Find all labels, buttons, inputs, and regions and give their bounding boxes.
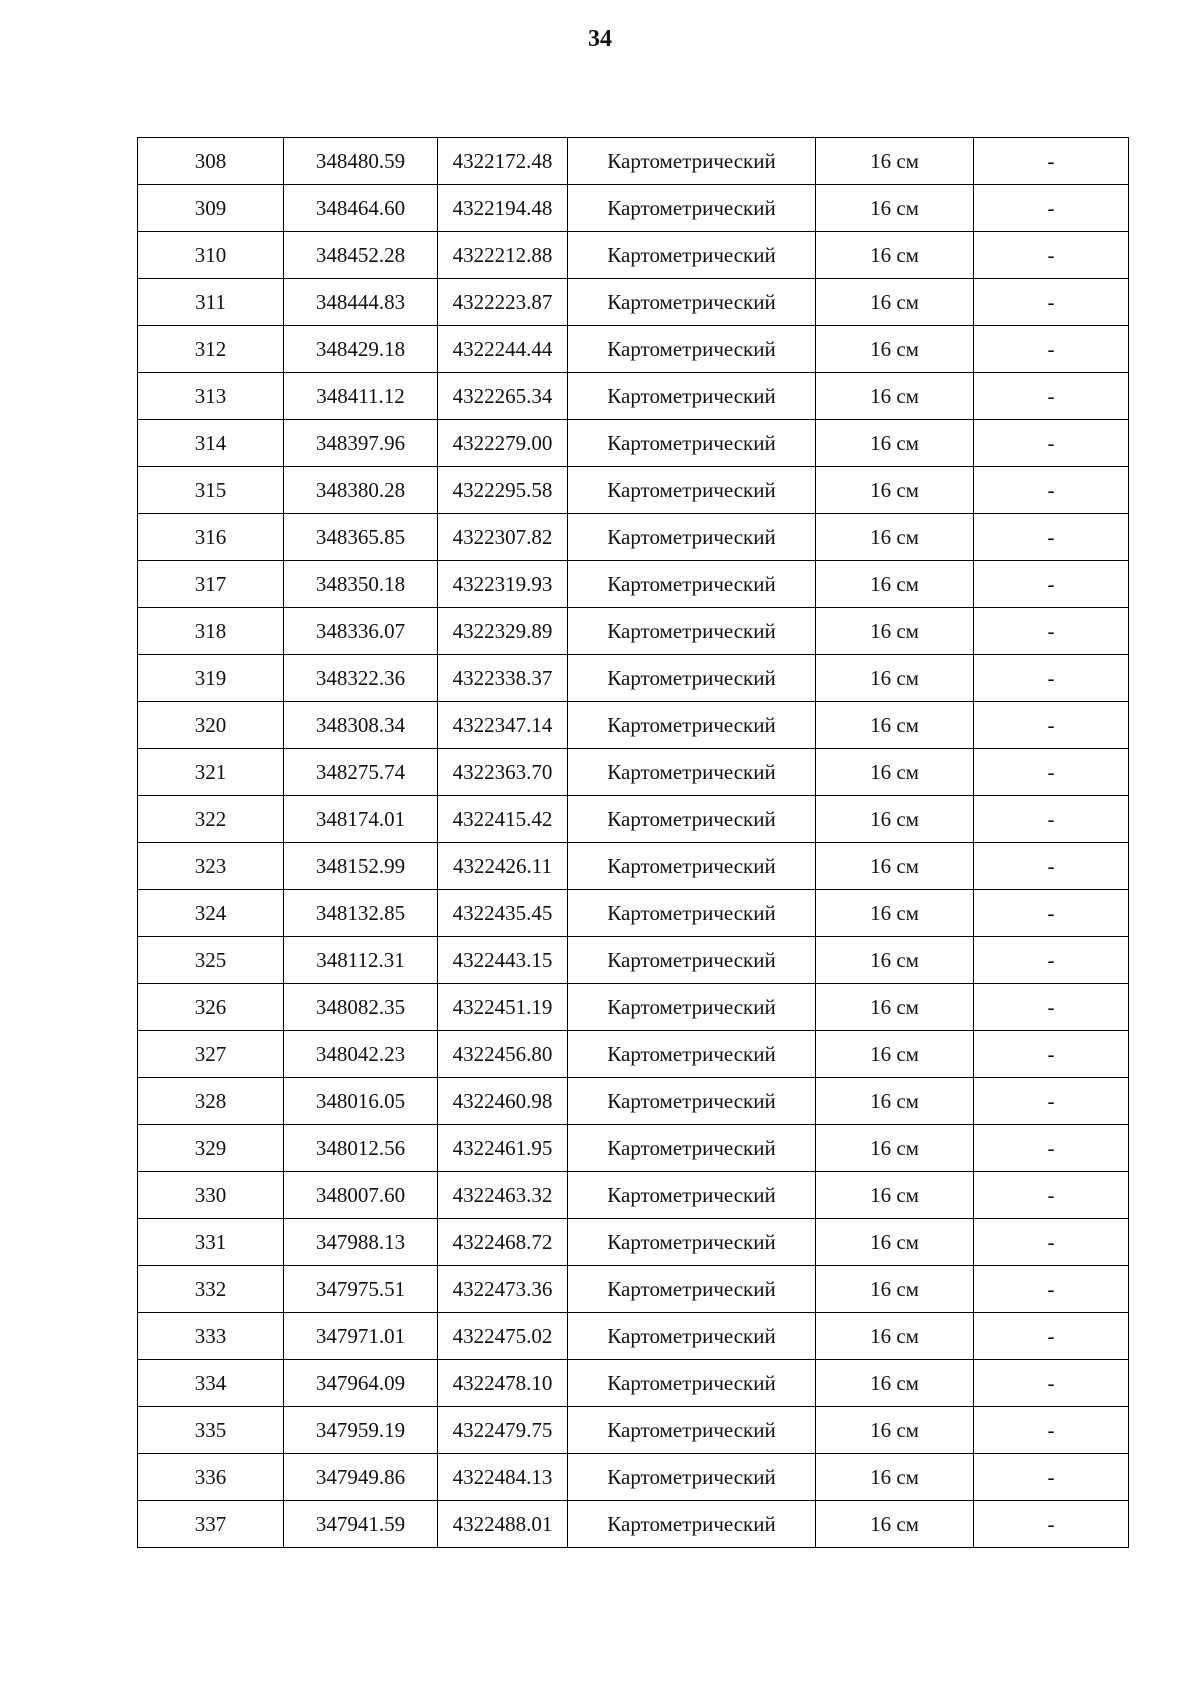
point-number-cell: 334: [138, 1360, 284, 1407]
accuracy-cell: 16 см: [816, 608, 974, 655]
table-row: [138, 655, 1129, 702]
accuracy-cell: 16 см: [816, 467, 974, 514]
method-cell: Картометрический: [568, 937, 816, 984]
accuracy-cell: 16 см: [816, 937, 974, 984]
point-number-cell: 309: [138, 185, 284, 232]
point-number-cell: 330: [138, 1172, 284, 1219]
table-row: [138, 467, 1129, 514]
point-number-cell: 332: [138, 1266, 284, 1313]
method-cell: Картометрический: [568, 1172, 816, 1219]
method-cell: Картометрический: [568, 467, 816, 514]
table-row: [138, 1125, 1129, 1172]
x-coordinate-cell: 348336.07: [284, 608, 438, 655]
x-coordinate-cell: 347975.51: [284, 1266, 438, 1313]
page-number: 34: [588, 26, 612, 52]
point-number-cell: 325: [138, 937, 284, 984]
point-number-cell: 313: [138, 373, 284, 420]
note-cell: -: [974, 514, 1129, 561]
note-cell: -: [974, 843, 1129, 890]
accuracy-cell: 16 см: [816, 185, 974, 232]
accuracy-cell: 16 см: [816, 1313, 974, 1360]
y-coordinate-cell: 4322461.95: [438, 1125, 568, 1172]
y-coordinate-cell: 4322443.15: [438, 937, 568, 984]
x-coordinate-cell: 348016.05: [284, 1078, 438, 1125]
x-coordinate-cell: 348012.56: [284, 1125, 438, 1172]
note-cell: -: [974, 984, 1129, 1031]
point-number-cell: 321: [138, 749, 284, 796]
table-row: [138, 1501, 1129, 1548]
method-cell: Картометрический: [568, 420, 816, 467]
table-row: [138, 373, 1129, 420]
accuracy-cell: 16 см: [816, 890, 974, 937]
y-coordinate-cell: 4322172.48: [438, 138, 568, 185]
table-row: [138, 1407, 1129, 1454]
accuracy-cell: 16 см: [816, 279, 974, 326]
point-number-cell: 335: [138, 1407, 284, 1454]
point-number-cell: 312: [138, 326, 284, 373]
x-coordinate-cell: 348452.28: [284, 232, 438, 279]
point-number-cell: 324: [138, 890, 284, 937]
method-cell: Картометрический: [568, 373, 816, 420]
method-cell: Картометрический: [568, 1266, 816, 1313]
note-cell: -: [974, 937, 1129, 984]
x-coordinate-cell: 347964.09: [284, 1360, 438, 1407]
x-coordinate-cell: 347959.19: [284, 1407, 438, 1454]
point-number-cell: 323: [138, 843, 284, 890]
y-coordinate-cell: 4322478.10: [438, 1360, 568, 1407]
x-coordinate-cell: 348132.85: [284, 890, 438, 937]
x-coordinate-cell: 348464.60: [284, 185, 438, 232]
point-number-cell: 322: [138, 796, 284, 843]
accuracy-cell: 16 см: [816, 1360, 974, 1407]
point-number-cell: 333: [138, 1313, 284, 1360]
y-coordinate-cell: 4322484.13: [438, 1454, 568, 1501]
x-coordinate-cell: 348308.34: [284, 702, 438, 749]
y-coordinate-cell: 4322456.80: [438, 1031, 568, 1078]
y-coordinate-cell: 4322451.19: [438, 984, 568, 1031]
note-cell: -: [974, 655, 1129, 702]
accuracy-cell: 16 см: [816, 1454, 974, 1501]
note-cell: -: [974, 1360, 1129, 1407]
y-coordinate-cell: 4322347.14: [438, 702, 568, 749]
accuracy-cell: 16 см: [816, 749, 974, 796]
note-cell: -: [974, 1172, 1129, 1219]
table-row: [138, 326, 1129, 373]
table-row: [138, 420, 1129, 467]
point-number-cell: 331: [138, 1219, 284, 1266]
y-coordinate-cell: 4322463.32: [438, 1172, 568, 1219]
point-number-cell: 316: [138, 514, 284, 561]
x-coordinate-cell: 348365.85: [284, 514, 438, 561]
y-coordinate-cell: 4322212.88: [438, 232, 568, 279]
y-coordinate-cell: 4322319.93: [438, 561, 568, 608]
method-cell: Картометрический: [568, 655, 816, 702]
accuracy-cell: 16 см: [816, 1501, 974, 1548]
note-cell: -: [974, 1454, 1129, 1501]
note-cell: -: [974, 1219, 1129, 1266]
y-coordinate-cell: 4322194.48: [438, 185, 568, 232]
x-coordinate-cell: 348397.96: [284, 420, 438, 467]
y-coordinate-cell: 4322307.82: [438, 514, 568, 561]
x-coordinate-cell: 348411.12: [284, 373, 438, 420]
table-row: [138, 1360, 1129, 1407]
method-cell: Картометрический: [568, 185, 816, 232]
accuracy-cell: 16 см: [816, 1172, 974, 1219]
note-cell: -: [974, 279, 1129, 326]
method-cell: Картометрический: [568, 608, 816, 655]
x-coordinate-cell: 348007.60: [284, 1172, 438, 1219]
x-coordinate-cell: 347949.86: [284, 1454, 438, 1501]
note-cell: -: [974, 326, 1129, 373]
accuracy-cell: 16 см: [816, 1219, 974, 1266]
x-coordinate-cell: 348480.59: [284, 138, 438, 185]
method-cell: Картометрический: [568, 561, 816, 608]
table-row: [138, 843, 1129, 890]
y-coordinate-cell: 4322473.36: [438, 1266, 568, 1313]
method-cell: Картометрический: [568, 514, 816, 561]
y-coordinate-cell: 4322265.34: [438, 373, 568, 420]
method-cell: Картометрический: [568, 1219, 816, 1266]
point-number-cell: 328: [138, 1078, 284, 1125]
y-coordinate-cell: 4322244.44: [438, 326, 568, 373]
accuracy-cell: 16 см: [816, 1031, 974, 1078]
table-row: [138, 561, 1129, 608]
accuracy-cell: 16 см: [816, 514, 974, 561]
x-coordinate-cell: 348380.28: [284, 467, 438, 514]
method-cell: Картометрический: [568, 1031, 816, 1078]
note-cell: -: [974, 1078, 1129, 1125]
accuracy-cell: 16 см: [816, 232, 974, 279]
table-row: [138, 279, 1129, 326]
point-number-cell: 329: [138, 1125, 284, 1172]
x-coordinate-cell: 348350.18: [284, 561, 438, 608]
method-cell: Картометрический: [568, 326, 816, 373]
accuracy-cell: 16 см: [816, 420, 974, 467]
method-cell: Картометрический: [568, 984, 816, 1031]
table-row: [138, 608, 1129, 655]
x-coordinate-cell: 348444.83: [284, 279, 438, 326]
note-cell: -: [974, 232, 1129, 279]
point-number-cell: 318: [138, 608, 284, 655]
x-coordinate-cell: 348275.74: [284, 749, 438, 796]
y-coordinate-cell: 4322426.11: [438, 843, 568, 890]
accuracy-cell: 16 см: [816, 326, 974, 373]
note-cell: -: [974, 1125, 1129, 1172]
accuracy-cell: 16 см: [816, 702, 974, 749]
x-coordinate-cell: 348174.01: [284, 796, 438, 843]
note-cell: -: [974, 467, 1129, 514]
point-number-cell: 311: [138, 279, 284, 326]
note-cell: -: [974, 1501, 1129, 1548]
note-cell: -: [974, 373, 1129, 420]
x-coordinate-cell: 348429.18: [284, 326, 438, 373]
accuracy-cell: 16 см: [816, 984, 974, 1031]
note-cell: -: [974, 420, 1129, 467]
accuracy-cell: 16 см: [816, 1125, 974, 1172]
point-number-cell: 314: [138, 420, 284, 467]
note-cell: -: [974, 1266, 1129, 1313]
x-coordinate-cell: 347988.13: [284, 1219, 438, 1266]
y-coordinate-cell: 4322279.00: [438, 420, 568, 467]
accuracy-cell: 16 см: [816, 796, 974, 843]
note-cell: -: [974, 138, 1129, 185]
method-cell: Картометрический: [568, 702, 816, 749]
method-cell: Картометрический: [568, 1407, 816, 1454]
method-cell: Картометрический: [568, 232, 816, 279]
method-cell: Картометрический: [568, 1501, 816, 1548]
method-cell: Картометрический: [568, 1078, 816, 1125]
y-coordinate-cell: 4322329.89: [438, 608, 568, 655]
note-cell: -: [974, 749, 1129, 796]
point-number-cell: 310: [138, 232, 284, 279]
point-number-cell: 326: [138, 984, 284, 1031]
method-cell: Картометрический: [568, 1125, 816, 1172]
y-coordinate-cell: 4322363.70: [438, 749, 568, 796]
method-cell: Картометрический: [568, 1360, 816, 1407]
method-cell: Картометрический: [568, 890, 816, 937]
table-row: [138, 890, 1129, 937]
table-body: [138, 138, 1129, 1548]
note-cell: -: [974, 608, 1129, 655]
note-cell: -: [974, 890, 1129, 937]
table-row: [138, 185, 1129, 232]
x-coordinate-cell: 347941.59: [284, 1501, 438, 1548]
table-row: [138, 1172, 1129, 1219]
y-coordinate-cell: 4322488.01: [438, 1501, 568, 1548]
accuracy-cell: 16 см: [816, 138, 974, 185]
y-coordinate-cell: 4322295.58: [438, 467, 568, 514]
point-number-cell: 327: [138, 1031, 284, 1078]
table-row: [138, 937, 1129, 984]
table-row: [138, 138, 1129, 185]
x-coordinate-cell: 348082.35: [284, 984, 438, 1031]
accuracy-cell: 16 см: [816, 373, 974, 420]
accuracy-cell: 16 см: [816, 655, 974, 702]
x-coordinate-cell: 348112.31: [284, 937, 438, 984]
table-row: [138, 702, 1129, 749]
point-number-cell: 337: [138, 1501, 284, 1548]
accuracy-cell: 16 см: [816, 1078, 974, 1125]
note-cell: -: [974, 1031, 1129, 1078]
accuracy-cell: 16 см: [816, 1407, 974, 1454]
note-cell: -: [974, 1407, 1129, 1454]
y-coordinate-cell: 4322338.37: [438, 655, 568, 702]
y-coordinate-cell: 4322223.87: [438, 279, 568, 326]
accuracy-cell: 16 см: [816, 843, 974, 890]
table-row: [138, 1031, 1129, 1078]
x-coordinate-cell: 348152.99: [284, 843, 438, 890]
accuracy-cell: 16 см: [816, 1266, 974, 1313]
method-cell: Картометрический: [568, 1313, 816, 1360]
method-cell: Картометрический: [568, 749, 816, 796]
table-row: [138, 1219, 1129, 1266]
coordinates-table: [137, 137, 1129, 1548]
y-coordinate-cell: 4322475.02: [438, 1313, 568, 1360]
method-cell: Картометрический: [568, 279, 816, 326]
table-row: [138, 1078, 1129, 1125]
method-cell: Картометрический: [568, 138, 816, 185]
note-cell: -: [974, 796, 1129, 843]
table-row: [138, 232, 1129, 279]
table-row: [138, 1266, 1129, 1313]
point-number-cell: 319: [138, 655, 284, 702]
accuracy-cell: 16 см: [816, 561, 974, 608]
method-cell: Картометрический: [568, 843, 816, 890]
method-cell: Картометрический: [568, 1454, 816, 1501]
x-coordinate-cell: 347971.01: [284, 1313, 438, 1360]
table-row: [138, 984, 1129, 1031]
y-coordinate-cell: 4322435.45: [438, 890, 568, 937]
note-cell: -: [974, 702, 1129, 749]
table-row: [138, 1313, 1129, 1360]
note-cell: -: [974, 561, 1129, 608]
table-row: [138, 1454, 1129, 1501]
point-number-cell: 315: [138, 467, 284, 514]
x-coordinate-cell: 348322.36: [284, 655, 438, 702]
point-number-cell: 308: [138, 138, 284, 185]
table-row: [138, 796, 1129, 843]
y-coordinate-cell: 4322460.98: [438, 1078, 568, 1125]
table-row: [138, 514, 1129, 561]
table-row: [138, 749, 1129, 796]
note-cell: -: [974, 1313, 1129, 1360]
y-coordinate-cell: 4322479.75: [438, 1407, 568, 1454]
point-number-cell: 336: [138, 1454, 284, 1501]
point-number-cell: 320: [138, 702, 284, 749]
x-coordinate-cell: 348042.23: [284, 1031, 438, 1078]
y-coordinate-cell: 4322468.72: [438, 1219, 568, 1266]
point-number-cell: 317: [138, 561, 284, 608]
note-cell: -: [974, 185, 1129, 232]
y-coordinate-cell: 4322415.42: [438, 796, 568, 843]
method-cell: Картометрический: [568, 796, 816, 843]
